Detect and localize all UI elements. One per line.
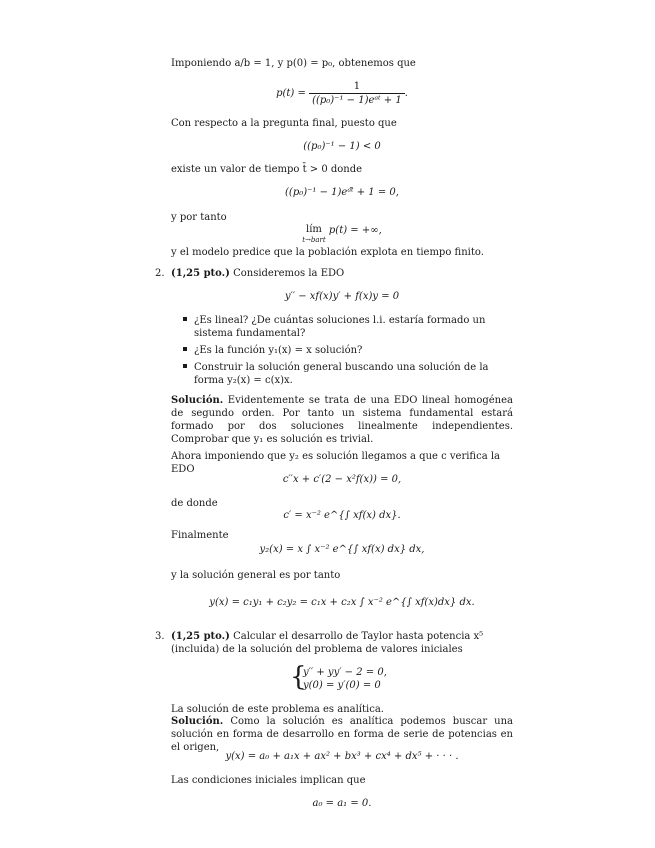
eq1-lhs: p(t) = <box>276 88 306 99</box>
problem-2-text-3: de donde <box>171 498 218 509</box>
eq1-fraction <box>309 80 405 107</box>
equation-general-solution: y(x) = c₁y₁ + c₂y₂ = c₁x + c₂x ∫ x⁻² e^{∫ xf(x)dx} dx. <box>209 597 475 608</box>
problem-2-number: 2. <box>155 268 165 279</box>
problem-2-solution <box>171 394 513 446</box>
equation-initial-conditions: a₀ = a₁ = 0. <box>312 798 372 809</box>
equation-logistic-solution <box>171 80 513 107</box>
problem-3-text-2: Las condiciones iniciales implican que <box>171 775 366 786</box>
problem-2-text-4: Finalmente <box>171 530 229 541</box>
equation-c-prime: c′ = x⁻² e^{∫ xf(x) dx}. <box>283 510 401 521</box>
limit-word: lím <box>306 224 322 235</box>
problem-3-statement <box>171 630 513 656</box>
bullet-1-text: ¿Es lineal? ¿De cuántas soluciones l.i. estaría formado un sistema fundamental? <box>194 315 486 339</box>
problem-3-solution <box>171 715 513 754</box>
equation-power-series: y(x) = a₀ + a₁x + ax² + bx³ + cx⁴ + dx⁵ + · · · . <box>225 751 459 762</box>
eq1-denominator: ((p₀)⁻¹ − 1)eᵃᵗ + 1 <box>312 95 402 106</box>
bullet-3-text: Construir la solución general buscando una solución de la forma y₂(x) = c(x)x. <box>194 362 489 386</box>
problem-3-text: Calcular el desarrollo de Taylor hasta potencia x⁵ (incluida) de la solución del problema de valores iniciales <box>171 631 484 655</box>
system-brace: { <box>290 662 307 692</box>
problem-2-text: Consideremos la EDO <box>233 268 345 279</box>
eq1-numerator: 1 <box>309 80 405 94</box>
problem-2-solution-label: Solución. <box>171 395 224 406</box>
equation-condition: ((p₀)⁻¹ − 1) < 0 <box>303 141 381 152</box>
equation-edo: y′′ − xf(x)y′ + f(x)y = 0 <box>284 291 400 302</box>
problem-3-number: 3. <box>155 631 165 642</box>
problem-2-text-2: Ahora imponiendo que y₂ es solución llegamos a que c verifica la EDO <box>171 451 501 475</box>
problem-2-statement <box>171 267 513 280</box>
intro-line-1: Imponiendo a/b = 1, y p(0) = p₀, obtenemos que <box>171 58 416 69</box>
problem-2-points: (1,25 pto.) <box>171 268 230 279</box>
eq1-end: . <box>404 88 408 99</box>
problem-3-solution-label: Solución. <box>171 716 224 727</box>
problem-2-text-5: y la solución general es por tanto <box>171 570 341 581</box>
equation-blowup-time: ((p₀)⁻¹ − 1)eᵃᵗ̄ + 1 = 0, <box>285 187 399 198</box>
limit-subscript: t→bart <box>302 236 326 244</box>
problem-3-points: (1,25 pto.) <box>171 631 230 642</box>
bullet-2-text: ¿Es la función y₁(x) = x solución? <box>194 345 363 356</box>
bullet-1-marker <box>182 314 189 321</box>
intro-line-4: y por tanto <box>171 212 227 223</box>
system-equation-2: y(0) = y′(0) = 0 <box>303 680 381 691</box>
equation-y2: y₂(x) = x ∫ x⁻² e^{∫ xf(x) dx} dx, <box>259 544 425 555</box>
problem-3-text-1: La solución de este problema es analítica. <box>171 704 384 715</box>
problem-2-solution-text: Evidentemente se trata de una EDO lineal homogénea de segundo orden. Por tanto un sistema fundamental estará formado por dos soluciones linealmente independientes. Comprobar que y₁ es solución es trivial. <box>171 395 513 445</box>
system-equation-1: y′′ + yy′ − 2 = 0, <box>303 667 387 678</box>
problem-3-solution-text: Como la solución es analítica podemos buscar una solución en forma de desarrollo en forma de serie de potencias en el origen, <box>171 716 513 753</box>
equation-limit <box>171 224 513 246</box>
bullet-2-marker <box>182 344 189 351</box>
limit-rest: p(t) = +∞, <box>328 225 382 236</box>
limit-operator <box>302 224 326 246</box>
intro-line-2: Con respecto a la pregunta final, puesto que <box>171 118 397 129</box>
intro-line-3: existe un valor de tiempo t̄ > 0 donde <box>171 164 363 175</box>
equation-c: c′′x + c′(2 − x²f(x)) = 0, <box>282 474 402 485</box>
bullet-3-marker <box>182 361 189 368</box>
intro-line-5: y el modelo predice que la población explota en tiempo finito. <box>171 247 484 258</box>
